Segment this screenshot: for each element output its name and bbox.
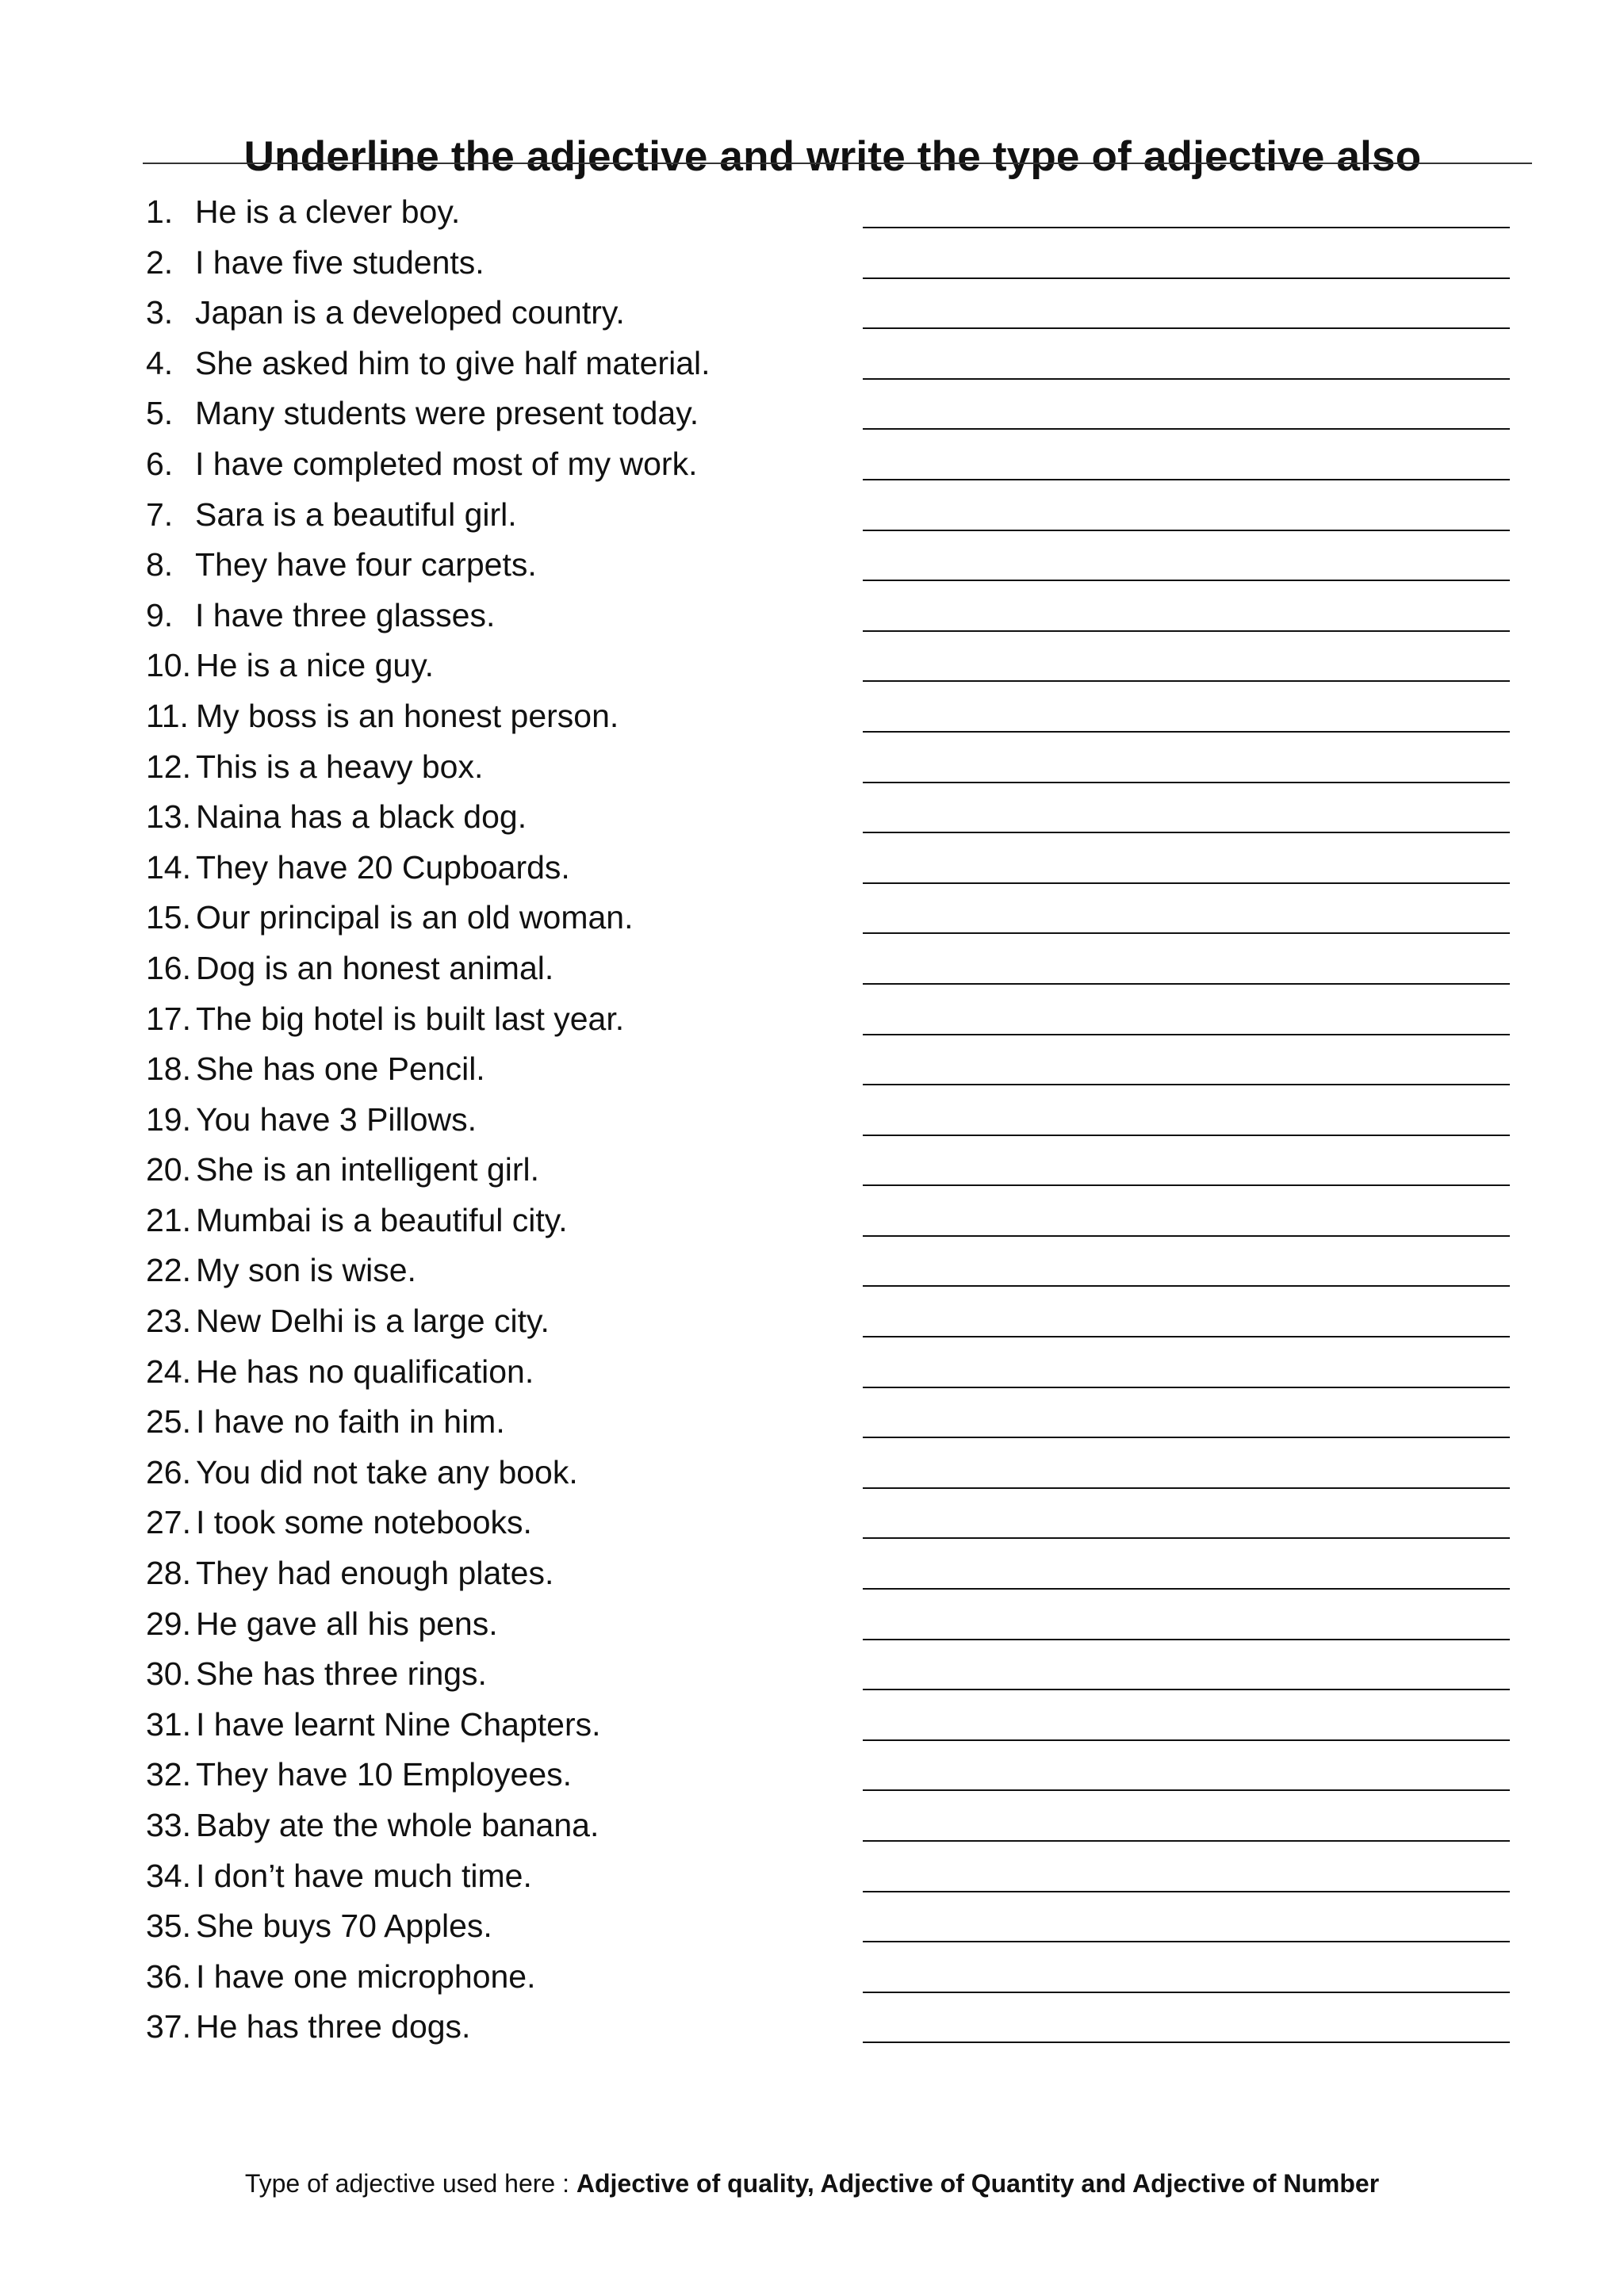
question-number: 16. <box>146 949 191 986</box>
question-number: 15. <box>146 899 191 936</box>
question-number: 9. <box>146 596 174 633</box>
question-row <box>146 994 1510 1045</box>
question-text: She asked him to give half material. <box>195 344 710 381</box>
answer-blank-line[interactable] <box>863 832 1510 833</box>
question-text: Mumbai is a beautiful city. <box>196 1201 568 1238</box>
question-row <box>146 388 1510 439</box>
question-text: My son is wise. <box>196 1252 416 1289</box>
question-number: 25. <box>146 1403 191 1441</box>
answer-blank-line[interactable] <box>863 1789 1510 1791</box>
question-row <box>146 1649 1510 1700</box>
question-text: They have 20 Cupboards. <box>196 848 570 886</box>
question-row <box>146 439 1510 490</box>
question-row <box>146 1448 1510 1498</box>
question-row <box>146 540 1510 591</box>
answer-blank-line[interactable] <box>863 1941 1510 1942</box>
question-number: 3. <box>146 294 174 331</box>
answer-blank-line[interactable] <box>863 630 1510 632</box>
question-number: 13. <box>146 798 191 836</box>
footer-prefix: Type of adjective used here : <box>244 2169 576 2198</box>
question-row <box>146 1196 1510 1246</box>
question-number: 1. <box>146 193 174 230</box>
question-text: I have completed most of my work. <box>195 445 698 482</box>
question-row <box>146 339 1510 389</box>
question-text: I have five students. <box>195 243 485 281</box>
question-row <box>146 1044 1510 1095</box>
answer-blank-line[interactable] <box>863 983 1510 985</box>
page-title: Underline the adjective and write the type of adjective also <box>243 132 1422 180</box>
answer-blank-line[interactable] <box>863 327 1510 329</box>
answer-blank-line[interactable] <box>863 731 1510 733</box>
question-text: Naina has a black dog. <box>196 798 527 836</box>
question-row <box>146 1700 1510 1751</box>
question-number: 34. <box>146 1857 191 1894</box>
answer-blank-line[interactable] <box>863 882 1510 884</box>
question-row <box>146 1851 1510 1902</box>
question-row <box>146 591 1510 641</box>
question-row <box>146 742 1510 793</box>
title-underline <box>143 163 1532 164</box>
answer-blank-line[interactable] <box>863 1689 1510 1690</box>
answer-blank-line[interactable] <box>863 580 1510 581</box>
question-text: He has no qualification. <box>196 1353 534 1390</box>
question-row <box>146 2002 1510 2053</box>
question-number: 29. <box>146 1605 191 1642</box>
question-row <box>146 1800 1510 1851</box>
question-number: 37. <box>146 2008 191 2045</box>
question-row <box>146 1347 1510 1398</box>
question-text: Japan is a developed country. <box>195 294 625 331</box>
answer-blank-line[interactable] <box>863 1387 1510 1388</box>
question-text: My boss is an honest person. <box>196 697 619 734</box>
answer-blank-line[interactable] <box>863 1437 1510 1438</box>
answer-blank-line[interactable] <box>863 1235 1510 1237</box>
answer-blank-line[interactable] <box>863 1135 1510 1136</box>
answer-blank-line[interactable] <box>863 680 1510 682</box>
question-number: 22. <box>146 1252 191 1289</box>
answer-blank-line[interactable] <box>863 782 1510 783</box>
question-row <box>146 691 1510 742</box>
question-row <box>146 1246 1510 1296</box>
question-row <box>146 238 1510 289</box>
question-number: 4. <box>146 344 174 381</box>
question-number: 5. <box>146 395 174 432</box>
answer-blank-line[interactable] <box>863 277 1510 279</box>
question-number: 36. <box>146 1957 191 1995</box>
question-text: She has three rings. <box>196 1655 487 1693</box>
answer-blank-line[interactable] <box>863 1739 1510 1741</box>
answer-blank-line[interactable] <box>863 378 1510 380</box>
question-number: 19. <box>146 1100 191 1138</box>
question-text: He gave all his pens. <box>196 1605 498 1642</box>
question-number: 14. <box>146 848 191 886</box>
question-number: 18. <box>146 1050 191 1088</box>
question-number: 12. <box>146 748 191 785</box>
question-text: She buys 70 Apples. <box>196 1908 492 1945</box>
question-row <box>146 187 1510 238</box>
question-number: 21. <box>146 1201 191 1238</box>
question-row <box>146 893 1510 943</box>
question-text: He has three dogs. <box>196 2008 471 2045</box>
question-text: They had enough plates. <box>196 1555 554 1592</box>
question-row <box>146 1548 1510 1599</box>
answer-blank-line[interactable] <box>863 932 1510 934</box>
question-number: 6. <box>146 445 174 482</box>
footer-adjective-types: Adjective of quality, Adjective of Quantity and Adjective of Number <box>576 2169 1380 2198</box>
footer-note <box>0 2166 1624 2201</box>
question-text: They have 10 Employees. <box>196 1756 573 1793</box>
question-row <box>146 641 1510 691</box>
answer-blank-line[interactable] <box>863 1285 1510 1287</box>
question-number: 31. <box>146 1705 191 1743</box>
question-text: I have no faith in him. <box>196 1403 505 1441</box>
answer-blank-line[interactable] <box>863 479 1510 480</box>
question-number: 27. <box>146 1504 191 1541</box>
answer-blank-line[interactable] <box>863 1891 1510 1892</box>
answer-blank-line[interactable] <box>863 1537 1510 1539</box>
question-text: New Delhi is a large city. <box>196 1303 550 1340</box>
answer-blank-line[interactable] <box>863 1487 1510 1489</box>
answer-blank-line[interactable] <box>863 1639 1510 1640</box>
question-row <box>146 1901 1510 1952</box>
question-number: 24. <box>146 1353 191 1390</box>
question-number: 30. <box>146 1655 191 1693</box>
answer-blank-line[interactable] <box>863 428 1510 430</box>
answer-blank-line[interactable] <box>863 227 1510 228</box>
question-row <box>146 792 1510 843</box>
question-text: You have 3 Pillows. <box>196 1100 477 1138</box>
question-text: The big hotel is built last year. <box>196 1000 625 1037</box>
question-number: 2. <box>146 243 174 281</box>
answer-blank-line[interactable] <box>863 1588 1510 1590</box>
question-text: I have learnt Nine Chapters. <box>196 1705 601 1743</box>
question-row <box>146 1599 1510 1650</box>
question-number: 23. <box>146 1303 191 1340</box>
question-text: I don’t have much time. <box>196 1857 532 1894</box>
question-row <box>146 943 1510 994</box>
answer-blank-line[interactable] <box>863 1184 1510 1186</box>
question-text: He is a nice guy. <box>196 647 435 684</box>
question-text: Sara is a beautiful girl. <box>195 496 517 533</box>
answer-blank-line[interactable] <box>863 2042 1510 2043</box>
question-row <box>146 843 1510 894</box>
question-text: I have three glasses. <box>195 596 496 633</box>
question-text: She is an intelligent girl. <box>196 1151 540 1188</box>
question-list <box>146 187 1510 2053</box>
question-text: I took some notebooks. <box>196 1504 532 1541</box>
question-row <box>146 1750 1510 1800</box>
question-row <box>146 1397 1510 1448</box>
answer-blank-line[interactable] <box>863 1336 1510 1337</box>
answer-blank-line[interactable] <box>863 1992 1510 1993</box>
question-number: 8. <box>146 546 174 584</box>
question-number: 11. <box>146 697 189 734</box>
question-text: I have one microphone. <box>196 1957 536 1995</box>
question-number: 35. <box>146 1908 191 1945</box>
answer-blank-line[interactable] <box>863 1084 1510 1085</box>
question-text: Many students were present today. <box>195 395 699 432</box>
question-number: 20. <box>146 1151 191 1188</box>
question-text: Our principal is an old woman. <box>196 899 634 936</box>
question-number: 32. <box>146 1756 191 1793</box>
answer-blank-line[interactable] <box>863 1034 1510 1035</box>
question-number: 33. <box>146 1807 191 1843</box>
question-row <box>146 1952 1510 2003</box>
question-text: You did not take any book. <box>196 1453 578 1490</box>
question-row <box>146 288 1510 339</box>
question-number: 10. <box>146 647 191 684</box>
question-row <box>146 1145 1510 1196</box>
question-text: She has one Pencil. <box>196 1050 485 1088</box>
question-number: 17. <box>146 1000 191 1037</box>
question-row <box>146 1498 1510 1548</box>
question-text: He is a clever boy. <box>195 193 461 230</box>
question-number: 7. <box>146 496 174 533</box>
question-number: 28. <box>146 1555 191 1592</box>
question-row <box>146 1095 1510 1146</box>
question-row <box>146 1296 1510 1347</box>
question-text: Dog is an honest animal. <box>196 949 554 986</box>
question-text: Baby ate the whole banana. <box>196 1807 599 1843</box>
question-number: 26. <box>146 1453 191 1490</box>
question-text: This is a heavy box. <box>196 748 484 785</box>
answer-blank-line[interactable] <box>863 530 1510 531</box>
answer-blank-line[interactable] <box>863 1840 1510 1842</box>
question-row <box>146 490 1510 541</box>
question-text: They have four carpets. <box>195 546 537 584</box>
